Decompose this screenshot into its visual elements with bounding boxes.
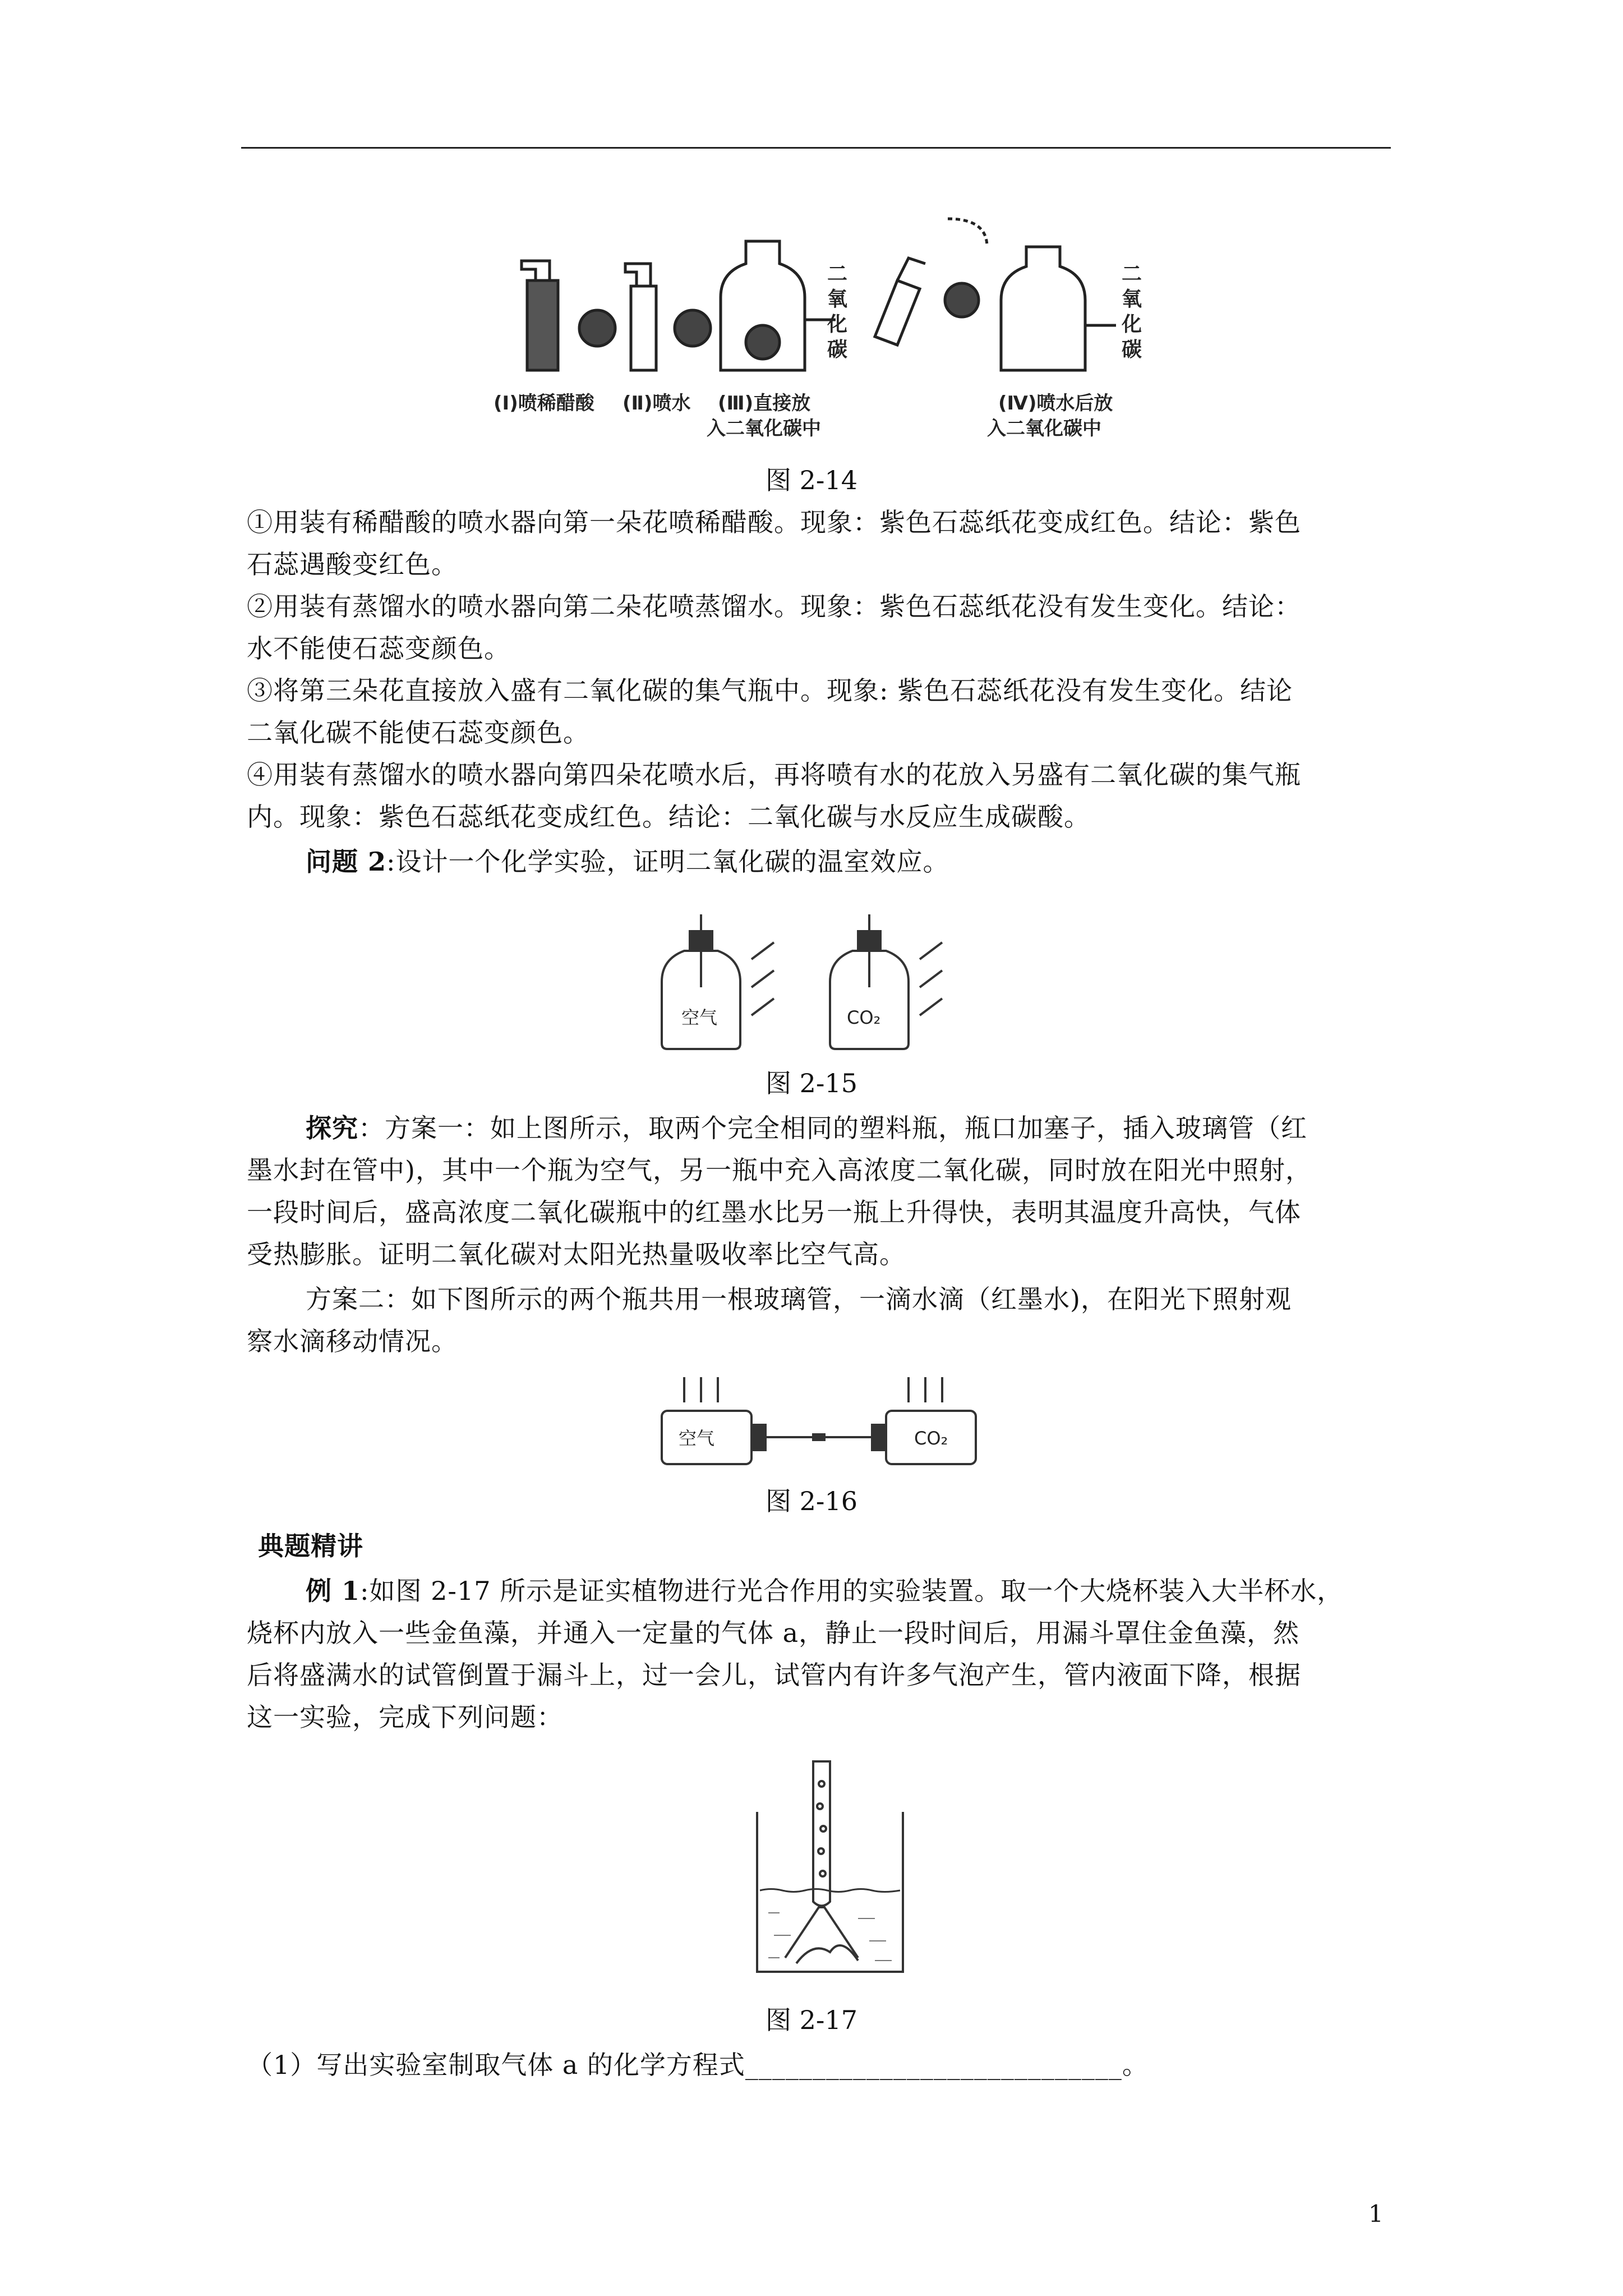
caption-2-15: 图 2-15 <box>766 1068 857 1098</box>
explore-first-line: 探究：方案一：如上图所示，取两个完全相同的塑料瓶，瓶口加塞子，插入玻璃管（红 <box>306 1113 1307 1143</box>
side-label-2: 二 <box>1122 263 1142 286</box>
svg-text:化: 化 <box>1122 313 1142 336</box>
example-1-first-line: 例 1:如图 2-17 所示是证实植物进行光合作用的实验装置。取一个大烧杯装入大半杯水， <box>306 1576 1344 1606</box>
text-line: 后将盛满水的试管倒置于漏斗上，过一会儿，试管内有许多气泡产生，管内液面下降，根据 <box>247 1660 1301 1690</box>
text-line: 二氧化碳不能使石蕊变颜色。 <box>247 717 589 748</box>
co2-label: CO₂ <box>914 1428 948 1449</box>
svg-text:氧: 氧 <box>1122 288 1142 311</box>
label-iii: (Ⅲ)直接放 <box>718 392 811 415</box>
svg-text:化: 化 <box>827 313 848 336</box>
svg-text:碳: 碳 <box>827 338 848 361</box>
text-line: 受热膨胀。证明二氧化碳对太阳光热量吸收率比空气高。 <box>247 1239 906 1269</box>
question-1: （1）写出实验室制取气体 a 的化学方程式____________________________。 <box>247 2050 1149 2080</box>
text-line: ②用装有蒸馏水的喷水器向第二朵花喷蒸馏水。现象：紫色石蕊纸花没有发生变化。结论： <box>247 591 1301 622</box>
svg-text:入二氧化碳中: 入二氧化碳中 <box>707 417 821 440</box>
label-iv: (Ⅳ)喷水后放 <box>998 392 1113 415</box>
text-line: 烧杯内放入一些金鱼藻，并通入一定量的气体 a，静止一段时间后，用漏斗罩住金鱼藻，然 <box>247 1618 1300 1648</box>
svg-text:氧: 氧 <box>827 288 848 311</box>
figure-2-15 <box>645 909 981 1060</box>
figure-2-14 <box>482 208 1166 454</box>
figure-2-16 <box>656 1372 981 1473</box>
svg-text:入二氧化碳中: 入二氧化碳中 <box>987 417 1101 440</box>
caption-2-16: 图 2-16 <box>766 1486 857 1516</box>
air-label: 空气 <box>679 1428 715 1449</box>
section-title: 典题精讲 <box>258 1531 363 1561</box>
text-line: 察水滴移动情况。 <box>247 1326 458 1356</box>
text-line: ③将第三朵花直接放入盛有二氧化碳的集气瓶中。现象: 紫色石蕊纸花没有发生变化。结论 <box>247 675 1293 706</box>
side-label-1: 二 <box>827 263 848 286</box>
page-number: 1 <box>1368 2200 1384 2228</box>
svg-text:碳: 碳 <box>1122 338 1142 361</box>
text-line: 石蕊遇酸变红色。 <box>247 549 458 579</box>
spray-bottle-icon <box>527 280 558 370</box>
header-rule <box>241 147 1391 149</box>
air-label: 空气 <box>681 1007 718 1028</box>
label-i: (Ⅰ)喷稀醋酸 <box>494 392 594 415</box>
text-line: ①用装有稀醋酸的喷水器向第一朵花喷稀醋酸。现象：紫色石蕊纸花变成红色。结论：紫色 <box>247 507 1301 537</box>
text-line: 内。现象：紫色石蕊纸花变成红色。结论：二氧化碳与水反应生成碳酸。 <box>247 802 1090 832</box>
co2-label: CO₂ <box>847 1007 881 1028</box>
text-line: ④用装有蒸馏水的喷水器向第四朵花喷水后，再将喷有水的花放入另盛有二氧化碳的集气瓶 <box>247 760 1301 790</box>
caption-2-14: 图 2-14 <box>766 465 857 495</box>
label-ii: (Ⅱ)喷水 <box>623 392 691 415</box>
text-line: 水不能使石蕊变颜色。 <box>247 633 510 664</box>
text-line: 一段时间后，盛高浓度二氧化碳瓶中的红墨水比另一瓶上升得快，表明其温度升高快，气体 <box>247 1197 1301 1227</box>
caption-2-17: 图 2-17 <box>766 2005 857 2035</box>
text-line: 方案二：如下图所示的两个瓶共用一根玻璃管，一滴水滴（红墨水)，在阳光下照射观 <box>306 1284 1292 1314</box>
text-line: 墨水封在管中)，其中一个瓶为空气，另一瓶中充入高浓度二氧化碳，同时放在阳光中照射， <box>247 1155 1312 1185</box>
text-line: 这一实验，完成下列问题： <box>247 1702 563 1732</box>
figure-2-17 <box>746 1750 914 1986</box>
question-2: 问题 2:设计一个化学实验，证明二氧化碳的温室效应。 <box>306 846 949 877</box>
